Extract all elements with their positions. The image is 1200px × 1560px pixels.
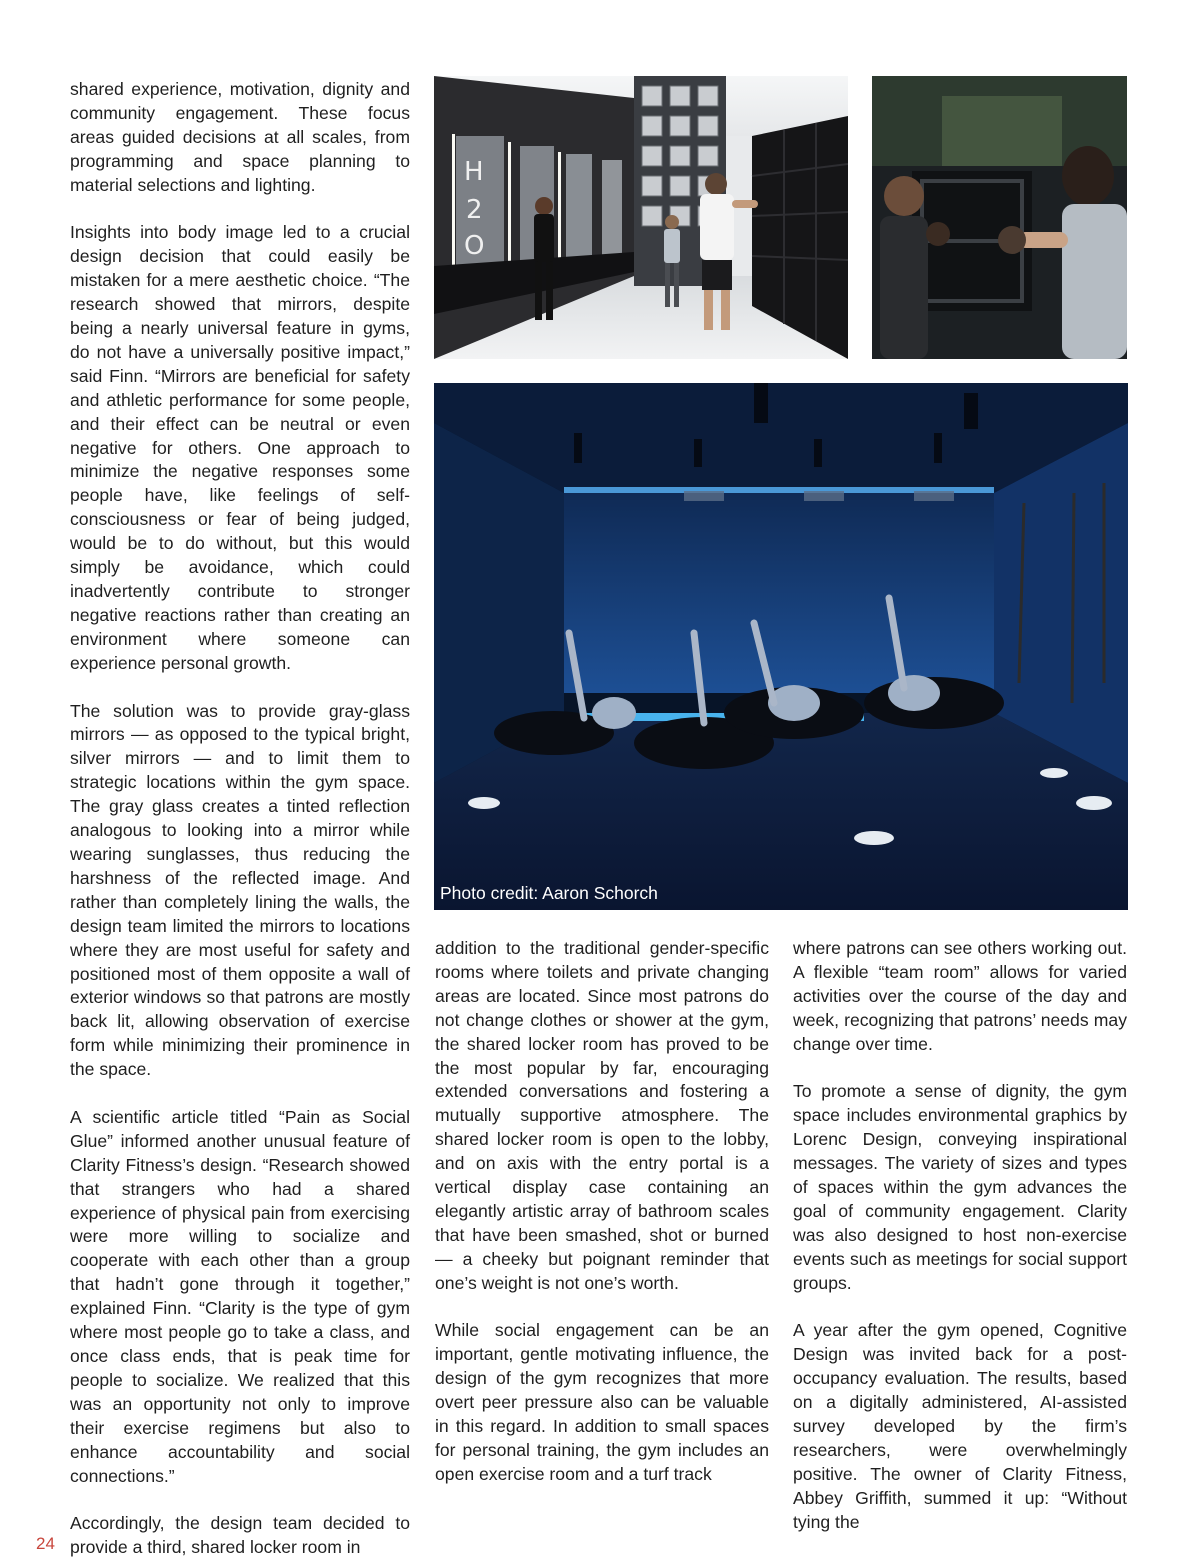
group-class-photo (434, 383, 1128, 910)
photo-caption: Photo credit: Aaron Schorch (440, 883, 658, 903)
paragraph: addition to the traditional gender-specific rooms where toilets and private changing areas are located. Since most patrons do not change clothes or shower at the gym, the shared locker room has proved to be the most popular by far, encouraging extended conversations and fostering a mutually supportive atmosphere. The shared locker room is open to the lobby, and on axis with the entry portal is a vertical display case containing an elegantly artistic array of bathroom scales that have been smashed, shot or burned — a cheeky but poignant reminder that one’s weight is not one’s worth. (435, 938, 769, 1293)
group-class-illustration (434, 383, 1128, 910)
mirror-panel (602, 160, 622, 256)
locker-room-illustration (434, 76, 848, 359)
paragraph: A scientific article titled “Pain as Social Glue” informed another unusual feature of Clarity Fitness’s design. “Research showed that strangers who had a shared experience of physical pain from exercising were more willing to socialize and cooperate with each other than a group that hadn’t gone through it together,” explained Finn. “Clarity is the type of gym where most people go to take a class, and once class ends, that is peak time for people to socialize. We realized that this was an opportunity not only to improve their exercise regimens but also to enhance accountability and social connections.” (70, 1106, 410, 1486)
text-column-3 (793, 937, 1127, 1535)
paragraph: A year after the gym opened, Cognitive Design was invited back for a post-occupancy evaluation. The results, based on a digitally administered, AI-assisted survey developed by the firm’s researchers, were overwhelmingly positive. The owner of Clarity Fitness, Abbey Griffith, summed it up: “Without tying the (793, 1320, 1127, 1532)
locker-room-photo (434, 76, 848, 359)
wall-letter: 2 (466, 195, 483, 225)
text-column-1 (70, 78, 410, 1560)
paragraph: Insights into body image led to a crucial design decision that could easily be mistaken for a mere aesthetic choice. “The research showed that mirrors, despite being a nearly universal feature in gyms, do not have a universally positive impact,” said Finn. “Mirrors are beneficial for safety and athletic performance for some people, and their effect can be neutral or even negative for others. One approach to minimize the negative responses some people have, like feelings of self-consciousness or fear of being judged, would be to do without, but this would simply be avoidance, which could inadvertently contribute to stronger negative reactions rather than creating an environment where someone can experience personal growth. (70, 222, 410, 673)
mirror-panel (566, 154, 592, 258)
page-number: 24 (36, 1534, 55, 1553)
paragraph: Accordingly, the design team decided to provide a third, shared locker room in (70, 1513, 410, 1558)
paragraph: where patrons can see others working out. A flexible “team room” allows for varied activities over the course of the day and week, recognizing that patrons’ needs may change over time. (793, 938, 1127, 1054)
text-column-2 (435, 937, 769, 1487)
paragraph: While social engagement can be an important, gentle motivating influence, the design of the gym recognizes that more overt peer pressure also can be valuable in this regard. In addition to small spaces for personal training, the gym includes an open exercise room and a turf track (435, 1320, 769, 1484)
wall-letter: O (464, 231, 485, 261)
boxing-photo (872, 76, 1127, 359)
paragraph: The solution was to provide gray-glass mirrors — as opposed to the typical bright, silver mirrors — and to limit them to strategic locations within the gym space. The gray glass creates a tinted reflection analogous to looking into a mirror while wearing sunglasses, thus reducing the harshness of the reflected image. And rather than completely lining the walls, the design team limited the mirrors to locations where they are most useful for safety and positioned most of them opposite a wall of exterior windows so that patrons are mostly back lit, allowing observation of exercise form while minimizing their prominence in the space. (70, 700, 410, 1080)
boxing-illustration (872, 76, 1127, 359)
paragraph: shared experience, motivation, dignity and community engagement. These focus areas guided decisions at all scales, from programming and space planning to material selections and lighting. (70, 79, 410, 195)
paragraph: To promote a sense of dignity, the gym space includes environmental graphics by Lorenc Design, conveying inspirational messages. The variety of sizes and types of spaces within the gym advances the goal of community engagement. Clarity was also designed to host non-exercise events such as meetings for social support groups. (793, 1081, 1127, 1293)
wall-letter: H (464, 157, 484, 187)
